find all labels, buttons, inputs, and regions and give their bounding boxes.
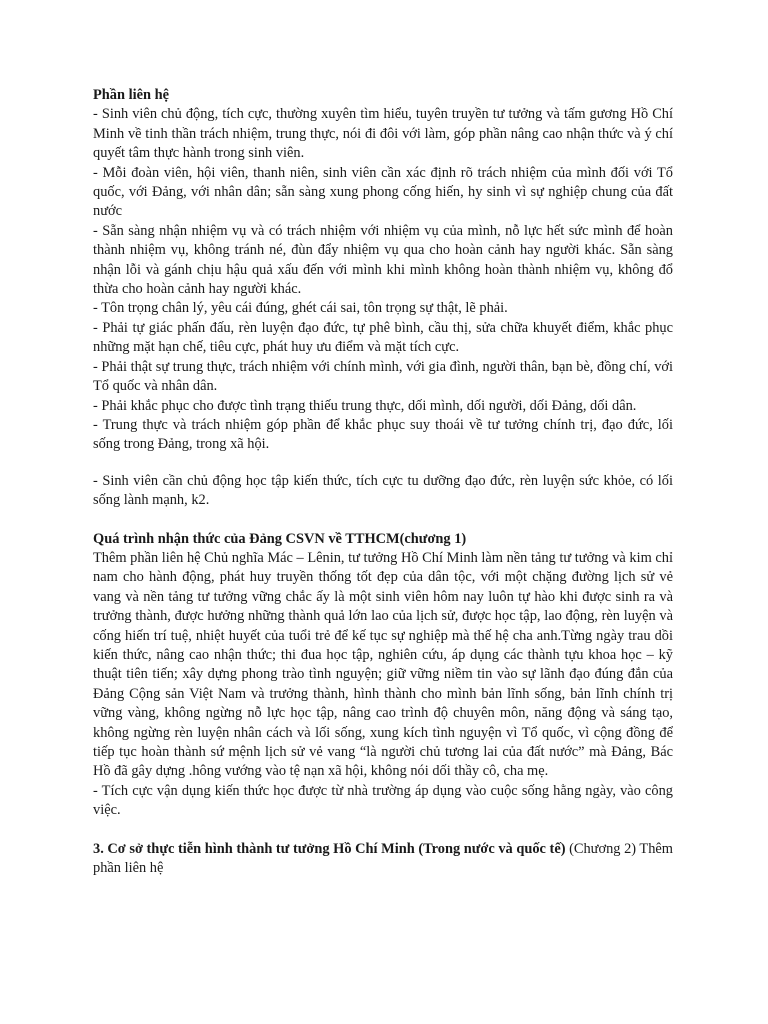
paragraph: Thêm phần liên hệ Chủ nghĩa Mác – Lênin, tư tưởng Hồ Chí Minh làm nền tảng tư tưởng và kim chỉ nam cho hành động, phát huy truyền thống tốt đẹp của dân tộc, với một chặng đường lịch sử vẻ vang và nền tảng tư tưởng vững chắc ấy là một sinh viên hôm nay luôn tự hào khi được sinh ra và trưởng thành, được hưởng những thành quả lớn lao của lịch sử, được học tập, lao động, rèn luyện và cống hiến trí tuệ, nhiệt huyết của tuổi trẻ để kế tục sự nghiệp mà thế hệ cha anh.Từng ngày trau dồi kiến thức, nâng cao nhận thức; thi đua học tập, nghiên cứu, áp dụng các thành tựu khoa học – kỹ thuật tiên tiến; xây dựng phong trào tình nguyện; giữ vững niềm tin vào sự lãnh đạo đúng đắn của Đảng Cộng sản Việt Nam và trưởng thành, hình thành cho mình bản lĩnh sống, bản lĩnh chính trị vững vàng, không ngừng nỗ lực học tập, nâng cao trình độ chuyên môn, năng động và sáng tạo, không ngừng rèn luyện nhân cách và lối sống, xung kích tình nguyện vì Tổ quốc, vì cộng đồng để tiếp tục hoàn thành sứ mệnh lịch sử vẻ vang “là người chủ tương lai của đất nước” mà Đảng, Bác Hồ đã gây dựng .hông vướng vào tệ nạn xã hội, không nói dối thầy cô, cha mẹ. xyxy=(93,549,673,780)
section-heading-co-so-thuc-tien xyxy=(93,840,673,879)
spacer xyxy=(93,455,673,472)
paragraph: - Sinh viên chủ động, tích cực, thường xuyên tìm hiểu, tuyên truyền tư tưởng và tấm gương Hồ Chí Minh về tinh thần trách nhiệm, trung thực, nói đi đôi với làm, góp phần nâng cao nhận thức và ý chí quyết tâm thực hành trong sinh viên. xyxy=(93,106,673,162)
section-title-bold: 3. Cơ sở thực tiễn hình thành tư tưởng Hồ Chí Minh (Trong nước và quốc tế) xyxy=(93,840,566,857)
section-heading-lien-he: Phần liên hệ xyxy=(93,87,169,103)
paragraph: - Tôn trọng chân lý, yêu cái đúng, ghét cái sai, tôn trọng sự thật, lẽ phải. xyxy=(93,300,508,317)
paragraph: - Phải tự giác phấn đấu, rèn luyện đạo đức, tự phê bình, cầu thị, sửa chữa khuyết điểm, khắc phục những mặt hạn chế, tiêu cực, phát huy ưu điểm và mặt tích cực. xyxy=(93,319,673,356)
document-body xyxy=(93,86,673,878)
paragraph: - Sẵn sàng nhận nhiệm vụ và có trách nhiệm với nhiệm vụ của mình, nỗ lực hết sức mình để hoàn thành nhiệm vụ, không tránh né, đùn đẩy nhiệm vụ qua cho hoàn cảnh hay người khác. Sẵn sàng nhận lỗi và gánh chịu hậu quả xấu đến với mình khi mình không hoàn thành nhiệm vụ, không đổ thừa cho hoàn cảnh hay người khác. xyxy=(93,222,673,298)
spacer xyxy=(93,511,673,530)
paragraph: - Phải khắc phục cho được tình trạng thiếu trung thực, dối mình, dối người, dối Đảng, dối dân. xyxy=(93,397,637,414)
paragraph: - Phải thật sự trung thực, trách nhiệm với chính mình, với gia đình, người thân, bạn bè, đồng chí, với Tổ quốc và nhân dân. xyxy=(93,358,673,395)
section-title-rest: (Chương 2) Thêm phần liên hệ xyxy=(93,840,673,877)
section-heading-nhan-thuc: Quá trình nhận thức của Đảng CSVN về TTHCM(chương 1) xyxy=(93,530,467,547)
paragraph: - Mỗi đoàn viên, hội viên, thanh niên, sinh viên cần xác định rõ trách nhiệm của mình đối với Tổ quốc, với Đảng, với nhân dân; sẵn sàng xung phong cống hiến, hy sinh vì sự nghiệp chung của đất nước xyxy=(93,164,673,220)
paragraph: - Tích cực vận dụng kiến thức học được từ nhà trường áp dụng vào cuộc sống hằng ngày, vào công việc. xyxy=(93,782,673,819)
paragraph: - Sinh viên cần chủ động học tập kiến thức, tích cực tu dưỡng đạo đức, rèn luyện sức khỏe, có lối sống lành mạnh, k2. xyxy=(93,472,673,509)
spacer xyxy=(93,821,673,840)
paragraph: - Trung thực và trách nhiệm góp phần để khắc phục suy thoái về tư tưởng chính trị, đạo đức, lối sống trong Đảng, trong xã hội. xyxy=(93,416,673,453)
